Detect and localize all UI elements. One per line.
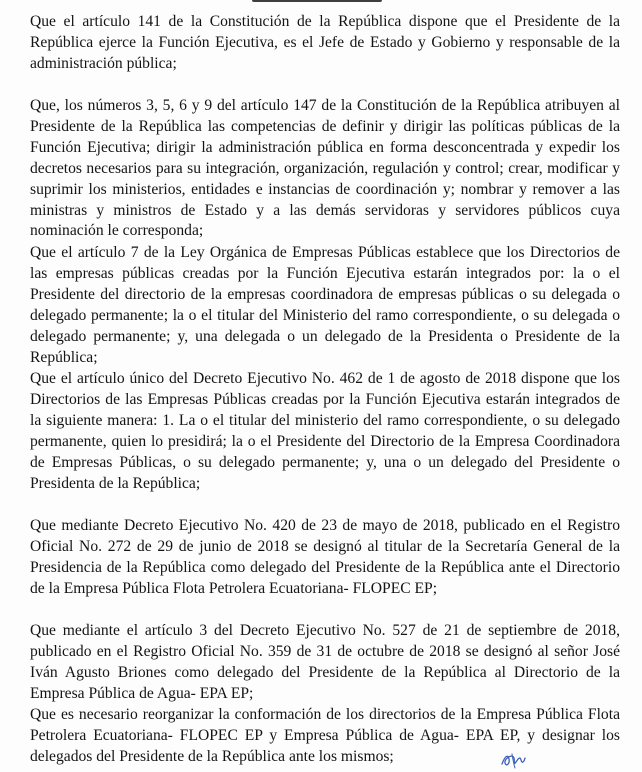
paragraph-article-141: Que el artículo 141 de la Constitución de la República dispone que el Presidente de la República ejerce la Función Ejecutiva, es el Jefe de Estado y Gobierno y responsable de la administración pública; <box>30 13 620 72</box>
paragraph-article-147: Que, los números 3, 5, 6 y 9 del artículo 147 de la Constitución de la República atribuyen al Presidente de la República las competencias de definir y dirigir las políticas públicas de la Función Ejecutiva; dirigir la administración pública en forma desconcentrada y expedir los decretos necesarios para su integración, organización, regulación y control; crear, modificar y suprimir los ministerios, entidades e instancias de coordinación y; nombrar y remover a las ministras y ministros de Estado y a las demás servidoras y servidores públicos cuya nominación le corresponda; <box>30 97 620 240</box>
paragraph-article-7-loep: Que el artículo 7 de la Ley Orgánica de Empresas Públicas establece que los Directorios de las empresas públicas creadas por la Función Ejecutiva estarán integrados por: la o el Presidente del directorio de la empresas coordinadora de empresas públicas o su delegada o delegado permanente; la o el titular del Ministerio del ramo correspondiente, o su delegada o delegado permanente; y, una delegada o un delegado de la Presidenta o Presidente de la República; <box>30 244 620 366</box>
paragraph-decree-527: Que mediante el artículo 3 del Decreto Ejecutivo No. 527 de 21 de septiembre de 2018, publicado en el Registro Oficial No. 359 de 31 de octubre de 2018 se designó al señor José Iván Agusto Briones como delegado del Presidente de la República al Directorio de la Empresa Pública de Agua- EPA EP; <box>30 622 620 702</box>
paragraph-decree-462: Que el artículo único del Decreto Ejecutivo No. 462 de 1 de agosto de 2018 dispone que los Directorios de las Empresas Públicas creadas por la Función Ejecutiva estarán integrados de la siguiente manera: 1. La o el titular del ministerio del ramo correspondiente, o su delegado permanente, quien lo presidirá; la o el Presidente del Directorio de la Empresa Coordinadora de Empresas Públicas, o su delegado permanente; y, una o un delegado del Presidente o Presidenta de la República; <box>30 370 620 492</box>
signature-initials <box>499 750 527 770</box>
top-edge-mark <box>252 0 382 2</box>
paragraph-decree-420: Que mediante Decreto Ejecutivo No. 420 de 23 de mayo de 2018, publicado en el Registro Oficial No. 272 de 29 de junio de 2018 se designó al titular de la Secretaría General de la Presidencia de la República como delegado del Presidente de la República ante el Directorio de la Empresa Pública Flota Petrolera Ecuatoriana- FLOPEC EP; <box>30 517 620 597</box>
paragraph-reorganization: Que es necesario reorganizar la conformación de los directorios de la Empresa Pública Flota Petrolera Ecuatoriana- FLOPEC EP y Empresa Pública de Agua- EPA EP, y designar los delegados del Presidente de la República ante los mismos; <box>30 706 620 765</box>
